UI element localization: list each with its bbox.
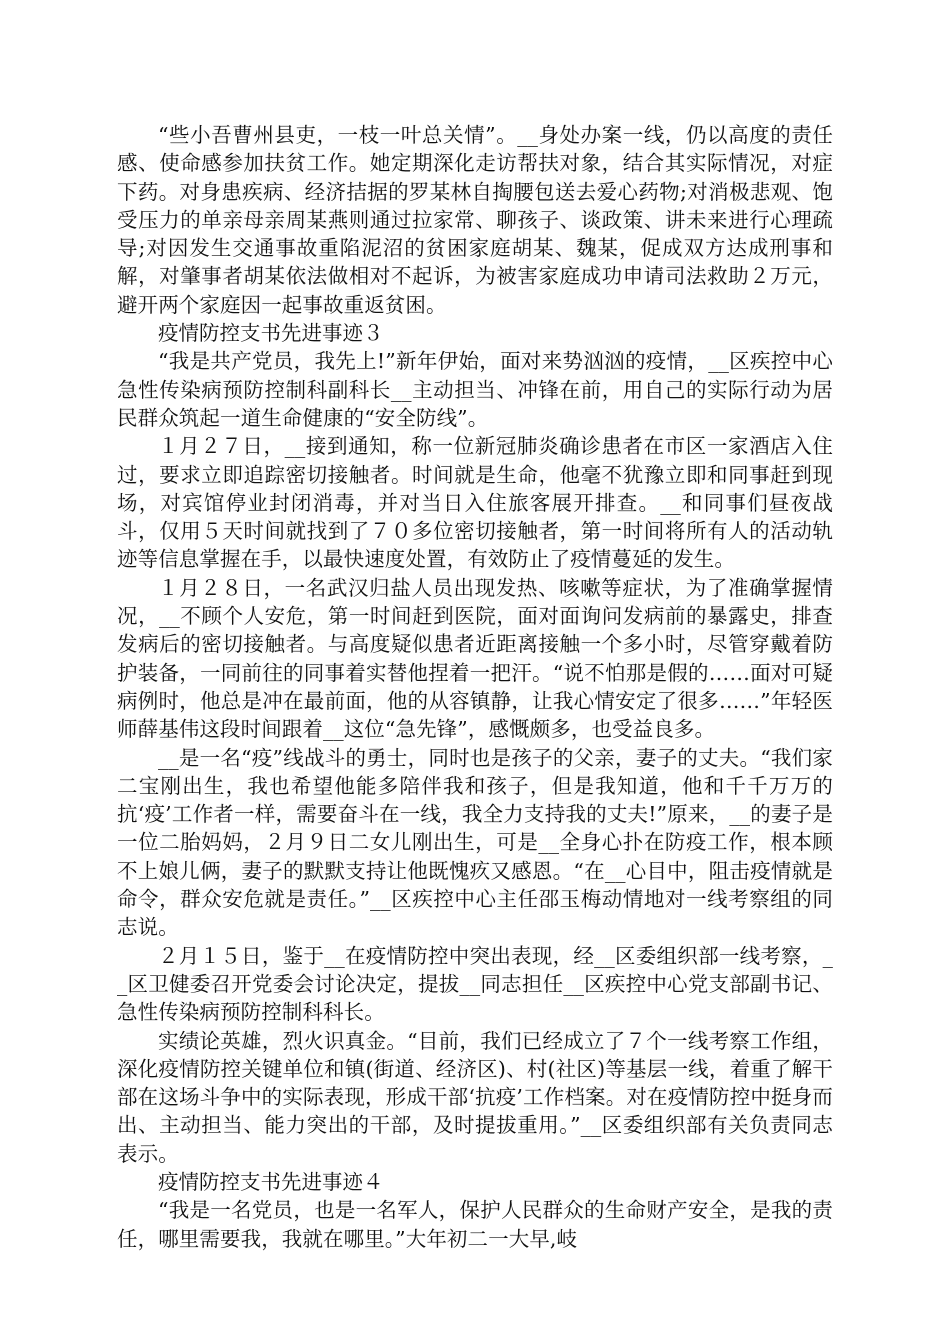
section-heading: 疫情防控支书先进事迹４: [158, 1169, 384, 1194]
paragraph: 实绩论英雄，烈火识真金。“目前，我们已经成立了７个一线考察工作组，深化疫情防控关键单位和镇(街道、经济区)、村(社区)等基层一线，着重了解干部在这场斗争中的实际表现，形成干部‘抗疫’工作档案。对在疫情防控中挺身而出、主动担当、能力突出的干部，及时提拔重用。”__区委组织部有关负责同志表示。: [117, 1028, 833, 1166]
paragraph: “我是一名党员，也是一名军人，保护人民群众的生命财产安全，是我的责任，哪里需要我，我就在哪里。”大年初二一大早,岐: [117, 1198, 833, 1251]
paragraph: ２月１５日，鉴于__在疫情防控中突出表现，经__区委组织部一线考察，__区卫健委召开党委会讨论决定，提拔__同志担任__区疾控中心党支部副书记、急性传染病预防控制科科长。: [117, 943, 833, 1025]
section-heading: 疫情防控支书先进事迹３: [158, 321, 384, 346]
paragraph: “些小吾曹州县吏，一枝一叶总关情”。__身处办案一线，仍以高度的责任感、使命感参加扶贫工作。她定期深化走访帮扶对象，结合其实际情况，对症下药。对身患疾病、经济拮据的罗某林自掏腰包送去爱心药物;对消极悲观、饱受压力的单亲母亲周某燕则通过拉家常、聊孩子、谈政策、讲未来进行心理疏导;对因发生交通事故重陷泥沼的贫困家庭胡某、魏某，促成双方达成刑事和解，对肇事者胡某依法做相对不起诉，为被害家庭成功申请司法救助２万元，避开两个家庭因一起事故重返贫困。: [117, 123, 833, 317]
paragraph: １月２７日，__接到通知，称一位新冠肺炎确诊患者在市区一家酒店入住过，要求立即追踪密切接触者。时间就是生命，他毫不犹豫立即和同事赶到现场，对宾馆停业封闭消毒，并对当日入住旅客展开排查。__和同事们昼夜战斗，仅用５天时间就找到了７０多位密切接触者，第一时间将所有人的活动轨迹等信息掌握在手，以最快速度处置，有效防止了疫情蔓延的发生。: [117, 434, 833, 572]
document-body: [117, 121, 833, 1253]
paragraph: １月２８日，一名武汉归盐人员出现发热、咳嗽等症状，为了准确掌握情况，__不顾个人安危，第一时间赶到医院，面对面询问发病前的暴露史，排查发病后的密切接触者。与高度疑似患者近距离接触一个多小时，尽管穿戴着防护装备，一同前往的同事着实替他捏着一把汗。“说不怕那是假的……面对可疑病例时，他总是冲在最前面，他的从容镇静，让我心情安定了很多……”年轻医师薛基伟这段时间跟着__这位“急先锋”，感慨颇多，也受益良多。: [117, 575, 833, 742]
paragraph: __是一名“疫”线战斗的勇士，同时也是孩子的父亲，妻子的丈夫。“我们家二宝刚出生，我也希望他能多陪伴我和孩子，但是我知道，他和千千万万的抗‘疫’工作者一样，需要奋斗在一线，我全力支持我的丈夫!”原来，__的妻子是一位二胎妈妈，２月９日二女儿刚出生，可是__全身心扑在防疫工作，根本顾不上娘儿俩，妻子的默默支持让他既愧疚又感恩。“在__心目中，阻击疫情就是命令，群众安危就是责任。”__区疾控中心主任邵玉梅动情地对一线考察组的同志说。: [117, 745, 833, 940]
paragraph: “我是共产党员，我先上!”新年伊始，面对来势汹汹的疫情，__区疾控中心急性传染病预防控制科副科长__主动担当、冲锋在前，用自己的实际行动为居民群众筑起一道生命健康的“安全防线”。: [117, 349, 833, 430]
